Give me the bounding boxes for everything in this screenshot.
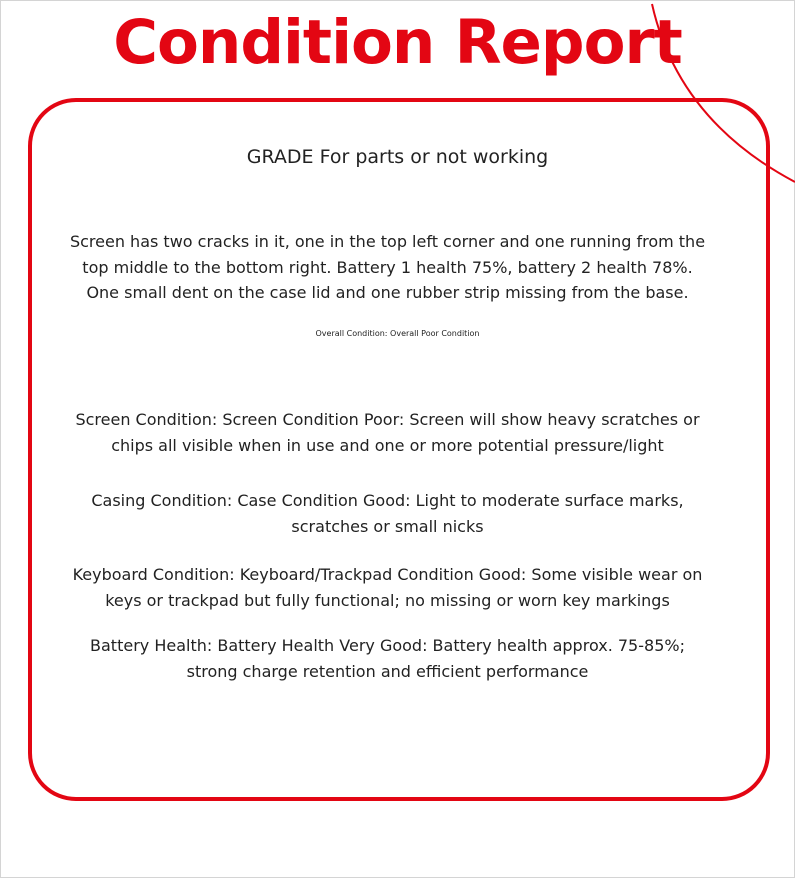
battery-health: Battery Health: Battery Health Very Good: Battery health approx. 75-85%; strong charge retention and efficient performance [90,636,685,681]
condition-description: Screen has two cracks in it, one in the top left corner and one running from the top middle to the bottom right. Battery 1 health 75%, battery 2 health 78%. One small dent on the case lid and one rubber strip missing from the base. [69,232,706,302]
report-title: Condition Report [113,7,682,78]
screen-condition: Screen Condition: Screen Condition Poor: Screen will show heavy scratches or chips all visible when in use and one or more potential pressure/light [75,410,700,455]
keyboard-condition: Keyboard Condition: Keyboard/Trackpad Condition Good: Some visible wear on keys or trackpad but fully functional; no missing or worn key markings [72,565,703,610]
overall-condition: Overall Condition: Overall Poor Condition [315,329,480,338]
casing-condition: Casing Condition: Case Condition Good: Light to moderate surface marks, scratches or small nicks [91,491,684,536]
grade-heading: GRADE For parts or not working [246,146,549,168]
